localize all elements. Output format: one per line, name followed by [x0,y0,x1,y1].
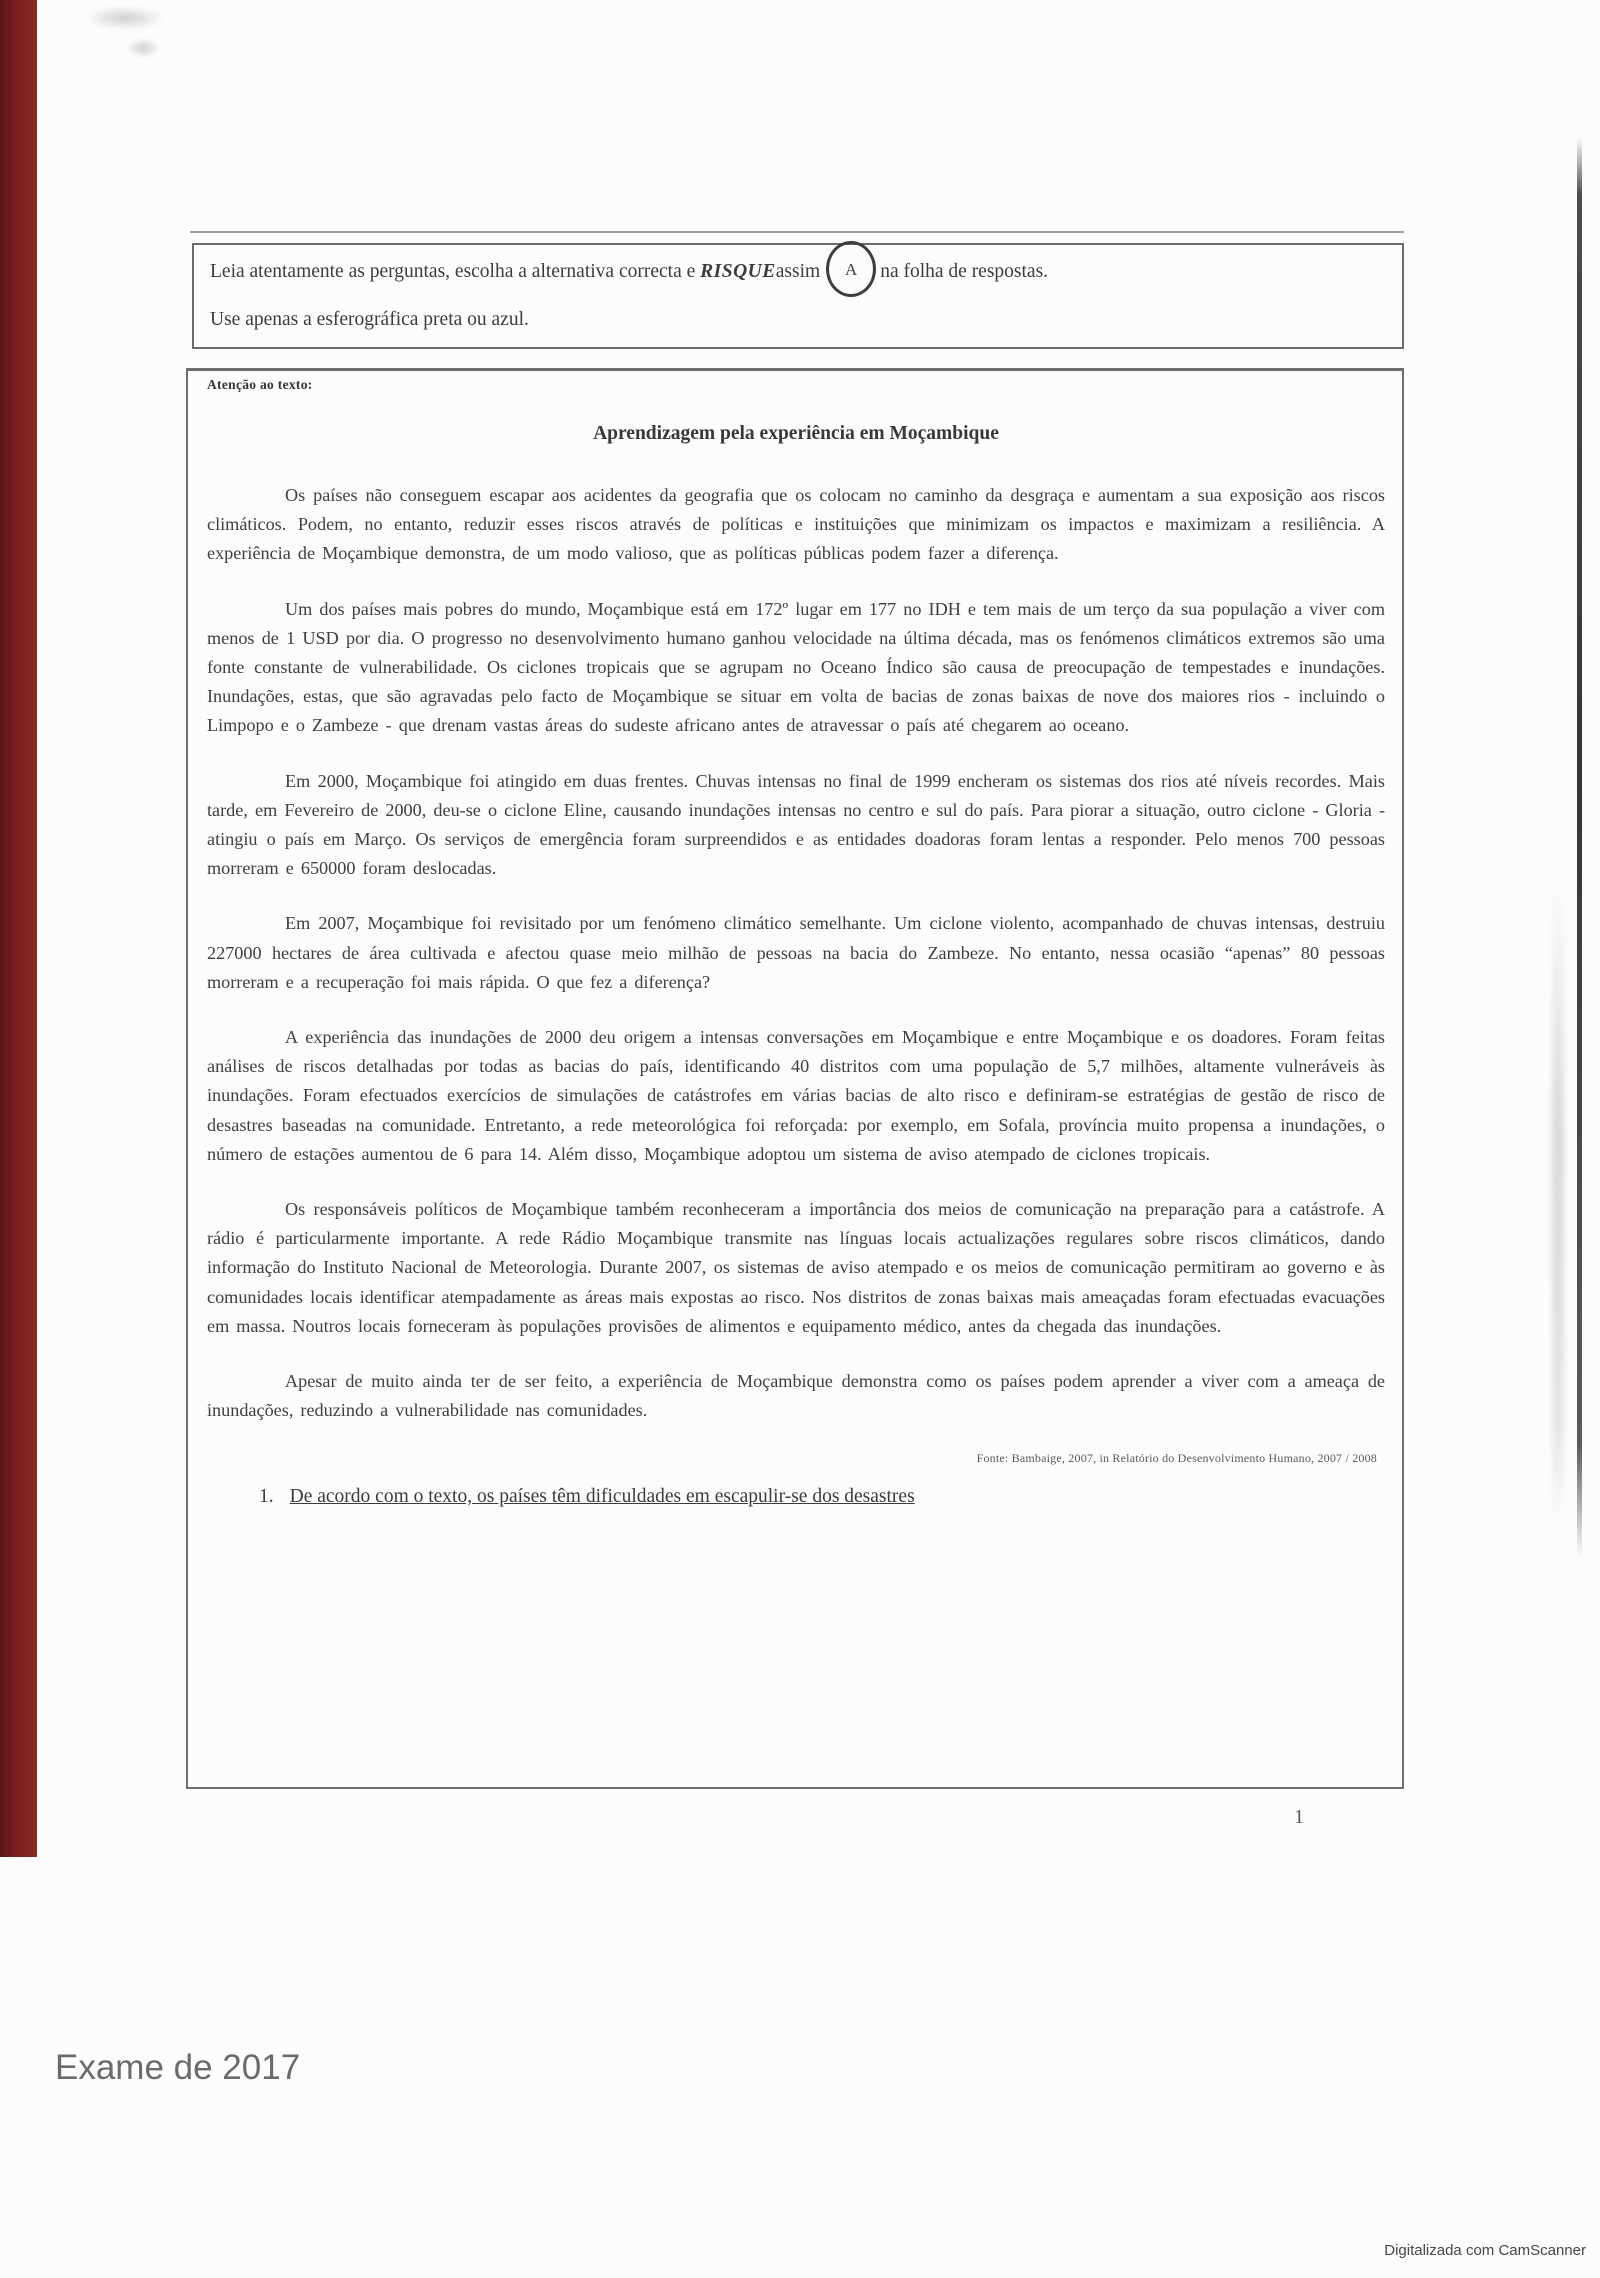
camscanner-watermark: Digitalizada com CamScanner [1384,2242,1586,2259]
paragraph-7: Apesar de muito ainda ter de ser feito, a experiência de Moçambique demonstra como os países podem aprender a viver com a ameaça de inundações, reduzindo a vulnerabilidade nas comunidades. [207,1371,1385,1421]
source-citation: Fonte: Bambaige, 2007, in Relatório do Desenvolvimento Humano, 2007 / 2008 [976,1451,1377,1466]
page-number: 1 [1294,1806,1304,1828]
paragraph-3: Em 2000, Moçambique foi atingido em duas frentes. Chuvas intensas no final de 1999 encheram os sistemas dos rios até níveis recordes. Mais tarde, em Fevereiro de 2000, deu-se o ciclone Eline, causando inundações intensas no centro e sul do país. Para piorar a situação, outro ciclone - Gloria - atingiu o país em Março. Os serviços de emergência foram surpreendidos e as entidades doadoras foram lentas a responder. Pelo menos 700 pessoas morreram e 650000 foram deslocadas. [207,770,1385,879]
paragraph-4: Em 2007, Moçambique foi revisitado por um fenómeno climático semelhante. Um ciclone violento, acompanhado de chuvas intensas, destruiu 227000 hectares de área cultivada e afectou quase meio milhão de pessoas na bacia do Zambeze. No entanto, nessa ocasião “apenas” 80 pessoas morreram e a recuperação foi mais rápida. O que fez a diferença? [207,913,1385,992]
question-1 [207,1486,1385,1508]
instruction-line-2: Use apenas a esferográfica preta ou azul. [210,309,529,330]
instruction-line-1 [210,261,1390,283]
text-title: Aprendizagem pela experiência em Moçambique [593,423,999,444]
scan-shadow-streak [1552,880,1564,1520]
attention-label: Atenção ao texto: [207,377,313,392]
instruction-text-part1: Leia atentamente as perguntas, escolha a alternativa correcta e [210,261,701,282]
instruction-box-top-line [190,231,1404,233]
scan-smudge [126,38,160,58]
paragraph-2: Um dos países mais pobres do mundo, Moçambique está em 172º lugar em 177 no IDH e tem mais de um terço da sua população a viver com menos de 1 USD por dia. O progresso no desenvolvimento humano ganhou velocidade na última década, mas os fenómenos climáticos extremos são uma fonte constante de vulnerabilidade. Os ciclones tropicais que se agrupam no Oceano Índico são causa de preocupação de tempestades e inundações. Inundações, estas, que são agravadas pelo facto de Moçambique se situar em volta de bacias de zonas baixas de nove dos maiores rios - incluindo o Limpopo e o Zambeze - que drenam vastas áreas do sudeste africano antes de atravessar o país até chegarem ao oceano. [207,598,1385,736]
exam-year-caption: Exame de 2017 [55,2048,301,2087]
instruction-text-part2: assim [775,261,821,282]
question-number: 1. [259,1486,274,1508]
scan-smudge [85,6,165,30]
paragraph-6: Os responsáveis políticos de Moçambique também reconheceram a importância dos meios de comunicação na preparação para a catástrofe. A rádio é particularmente importante. A rede Rádio Moçambique transmite nas línguas locais actualizações regulares sobre riscos climáticos, dando informação do Instituto Nacional de Meteorologia. Durante 2007, os sistemas de aviso atempado e os meios de comunicação permitiram ao governo e às comunidades locais identificar atempadamente as áreas mais expostas ao risco. Nos distritos de zonas baixas mais ameaçadas foram efectuadas evacuações em massa. Noutros locais forneceram às populações provisões de alimentos e equipamento médico, antes da chegada das inundações. [207,1199,1385,1336]
answer-circle-marker: A [826,241,876,297]
reading-text-box [186,368,1404,1789]
risque-emphasis: RISQUE [700,261,776,282]
instruction-box [192,243,1404,349]
paragraph-5: A experiência das inundações de 2000 deu origem a intensas conversações em Moçambique e entre Moçambique e os doadores. Foram feitas análises de riscos detalhadas por todas as bacias do país, identificando 40 distritos com uma população de 5,7 milhões, altamente vulneráveis às inundações. Foram efectuados exercícios de simulações de catástrofes em várias bacias de alto risco e definiram-se estratégias de gestão de risco de desastres baseadas na comunidade. Entretanto, a rede meteorológica foi reforçada: por exemplo, em Sofala, província muito propensa a inundações, o número de estações aumentou de 6 para 14. Além disso, Moçambique adoptou um sistema de aviso atempado de ciclones tropicais. [207,1027,1385,1164]
instruction-text-part3: na folha de respostas. [880,261,1049,282]
paragraph-1: Os países não conseguem escapar aos acidentes da geografia que os colocam no caminho da desgraça e aumentam a sua exposição aos riscos climáticos. Podem, no entanto, reduzir esses riscos através de políticas e instituições que minimizam os impactos e maximizam a resiliência. A experiência de Moçambique demonstra, de um modo valioso, que as políticas públicas podem fazer a diferença. [207,485,1385,564]
question-text: De acordo com o texto, os países têm dificuldades em escapulir-se dos desastres [289,1486,915,1508]
scan-red-edge-bar [0,0,37,1857]
scan-fold-line [1577,138,1582,1558]
